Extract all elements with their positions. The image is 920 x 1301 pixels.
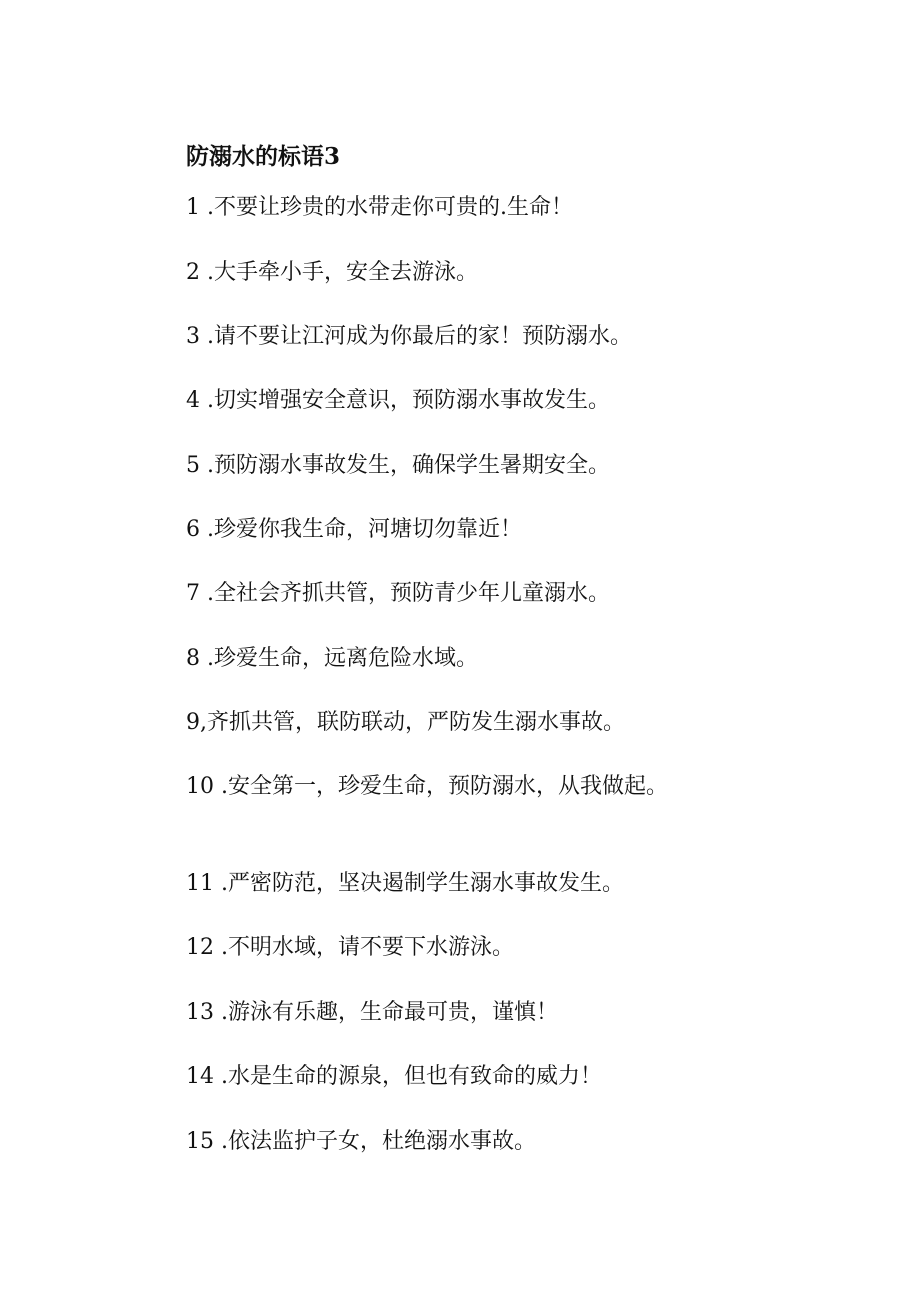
slogan-item: 1 .不要让珍贵的水带走你可贵的.生命！ bbox=[186, 195, 573, 220]
slogan-item: 2 .大手牵小手，安全去游泳。 bbox=[186, 260, 478, 285]
slogan-item: 8 .珍爱生命，远离危险水域。 bbox=[186, 646, 478, 671]
slogan-item: 15 .依法监护子女，杜绝溺水事故。 bbox=[186, 1129, 536, 1154]
slogan-item: 12 .不明水域，请不要下水游泳。 bbox=[186, 935, 514, 960]
slogan-item: 9,齐抓共管，联防联动，严防发生溺水事故。 bbox=[186, 710, 625, 735]
slogan-item: 4 .切实增强安全意识，预防溺水事故发生。 bbox=[186, 388, 610, 413]
slogan-item: 7 .全社会齐抓共管，预防青少年儿童溺水。 bbox=[186, 581, 610, 606]
slogan-item: 13 .游泳有乐趣，生命最可贵，谨慎！ bbox=[186, 1000, 558, 1025]
document-title: 防溺水的标语3 bbox=[186, 143, 341, 170]
slogan-item: 10 .安全第一，珍爱生命，预防溺水，从我做起。 bbox=[186, 774, 668, 799]
slogan-item: 11 .严密防范，坚决遏制学生溺水事故发生。 bbox=[186, 871, 624, 896]
slogan-item: 3 .请不要让江河成为你最后的家！预防溺水。 bbox=[186, 324, 632, 349]
slogan-item: 14 .水是生命的源泉，但也有致命的威力！ bbox=[186, 1064, 602, 1089]
slogan-item: 5 .预防溺水事故发生，确保学生暑期安全。 bbox=[186, 453, 610, 478]
slogan-item: 6 .珍爱你我生命，河塘切勿靠近！ bbox=[186, 517, 522, 542]
